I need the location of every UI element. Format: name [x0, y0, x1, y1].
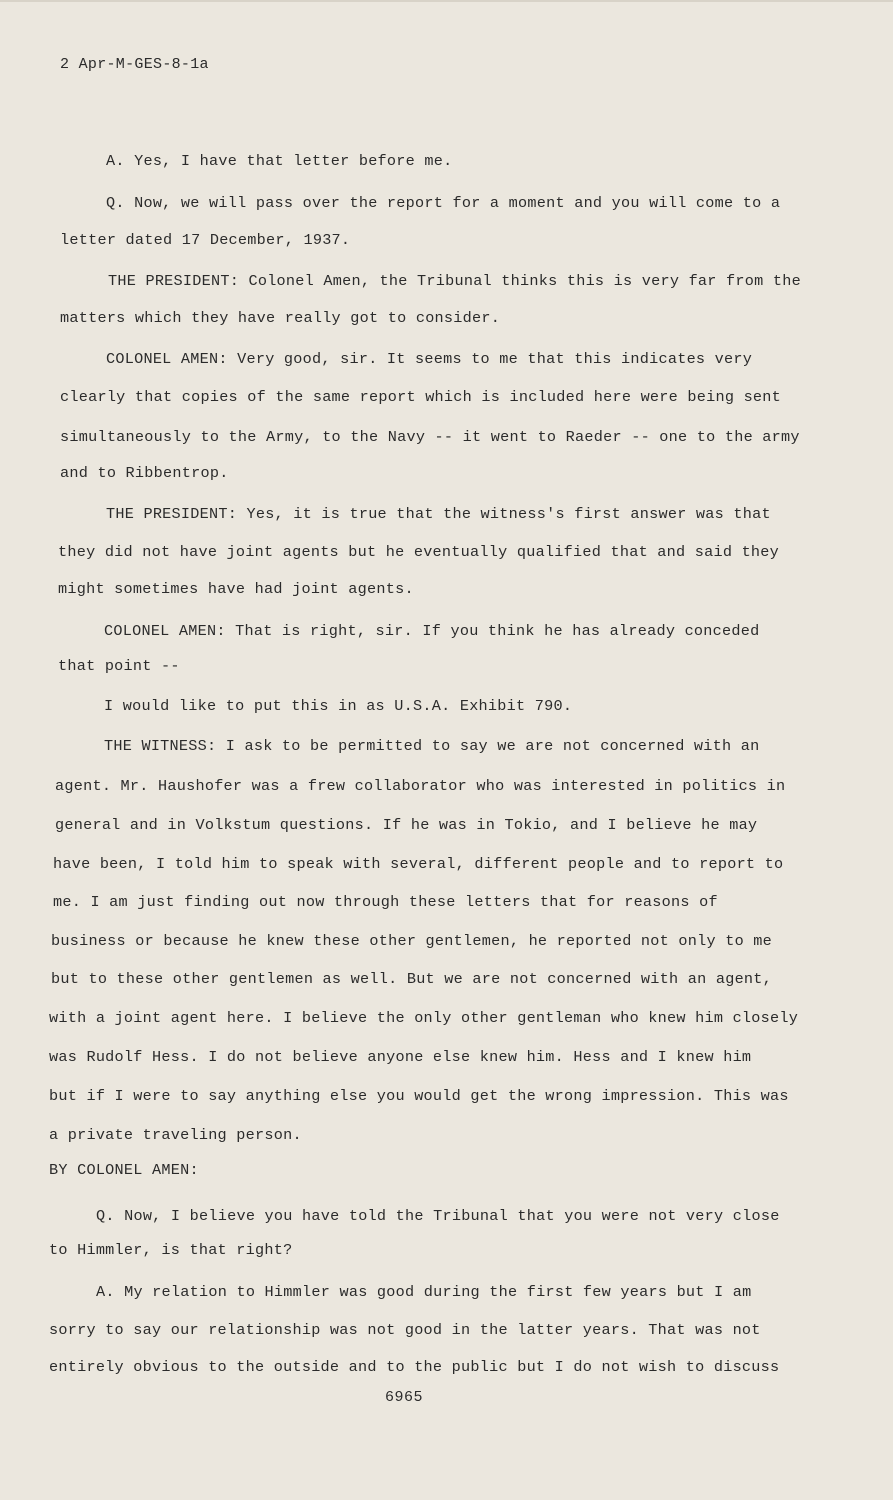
text-line: I would like to put this in as U.S.A. Exhibit 790. — [104, 697, 573, 715]
text-line: THE PRESIDENT: Colonel Amen, the Tribunal thinks this is very far from the — [108, 272, 801, 290]
text-line: have been, I told him to speak with several, different people and to report to — [53, 855, 784, 873]
text-line: Q. Now, I believe you have told the Tribunal that you were not very close — [96, 1207, 780, 1225]
text-line: but if I were to say anything else you would get the wrong impression. This was — [49, 1087, 789, 1105]
page-number: 6965 — [385, 1389, 424, 1406]
text-line: letter dated 17 December, 1937. — [60, 231, 351, 249]
text-line: agent. Mr. Haushofer was a frew collaborator who was interested in politics in — [55, 777, 786, 795]
text-line: was Rudolf Hess. I do not believe anyone else knew him. Hess and I knew him — [49, 1048, 752, 1066]
text-line: business or because he knew these other gentlemen, he reported not only to me — [51, 932, 773, 950]
text-line: general and in Volkstum questions. If he was in Tokio, and I believe he may — [55, 816, 758, 834]
text-line: A. Yes, I have that letter before me. — [106, 152, 453, 170]
text-line: COLONEL AMEN: That is right, sir. If you think he has already conceded — [104, 622, 760, 640]
text-line: a private traveling person. — [49, 1126, 302, 1144]
text-line: entirely obvious to the outside and to the public but I do not wish to discuss — [49, 1358, 780, 1376]
text-line: sorry to say our relationship was not good in the latter years. That was not — [49, 1321, 761, 1339]
text-line: that point -- — [58, 657, 180, 675]
text-line: BY COLONEL AMEN: — [49, 1161, 199, 1179]
text-line: might sometimes have had joint agents. — [58, 580, 414, 598]
text-line: matters which they have really got to consider. — [60, 309, 501, 327]
text-line: Q. Now, we will pass over the report for a moment and you will come to a — [106, 194, 781, 212]
text-line: and to Ribbentrop. — [60, 464, 229, 482]
text-line: simultaneously to the Army, to the Navy -- it went to Raeder -- one to the army — [60, 428, 800, 446]
text-line: A. My relation to Himmler was good during the first few years but I am — [96, 1283, 752, 1301]
text-line: me. I am just finding out now through these letters that for reasons of — [53, 893, 718, 911]
document-reference: 2 Apr-M-GES-8-1a — [60, 56, 209, 73]
page-edge — [0, 0, 893, 2]
text-line: they did not have joint agents but he eventually qualified that and said they — [58, 543, 780, 561]
text-line: to Himmler, is that right? — [49, 1241, 293, 1259]
text-line: but to these other gentlemen as well. But we are not concerned with an agent, — [51, 970, 773, 988]
text-line: with a joint agent here. I believe the only other gentleman who knew him closely — [49, 1009, 799, 1027]
text-line: THE PRESIDENT: Yes, it is true that the witness's first answer was that — [106, 505, 771, 523]
text-line: COLONEL AMEN: Very good, sir. It seems to me that this indicates very — [106, 350, 753, 368]
text-line: THE WITNESS: I ask to be permitted to say we are not concerned with an — [104, 737, 760, 755]
text-line: clearly that copies of the same report which is included here were being sent — [60, 388, 782, 406]
